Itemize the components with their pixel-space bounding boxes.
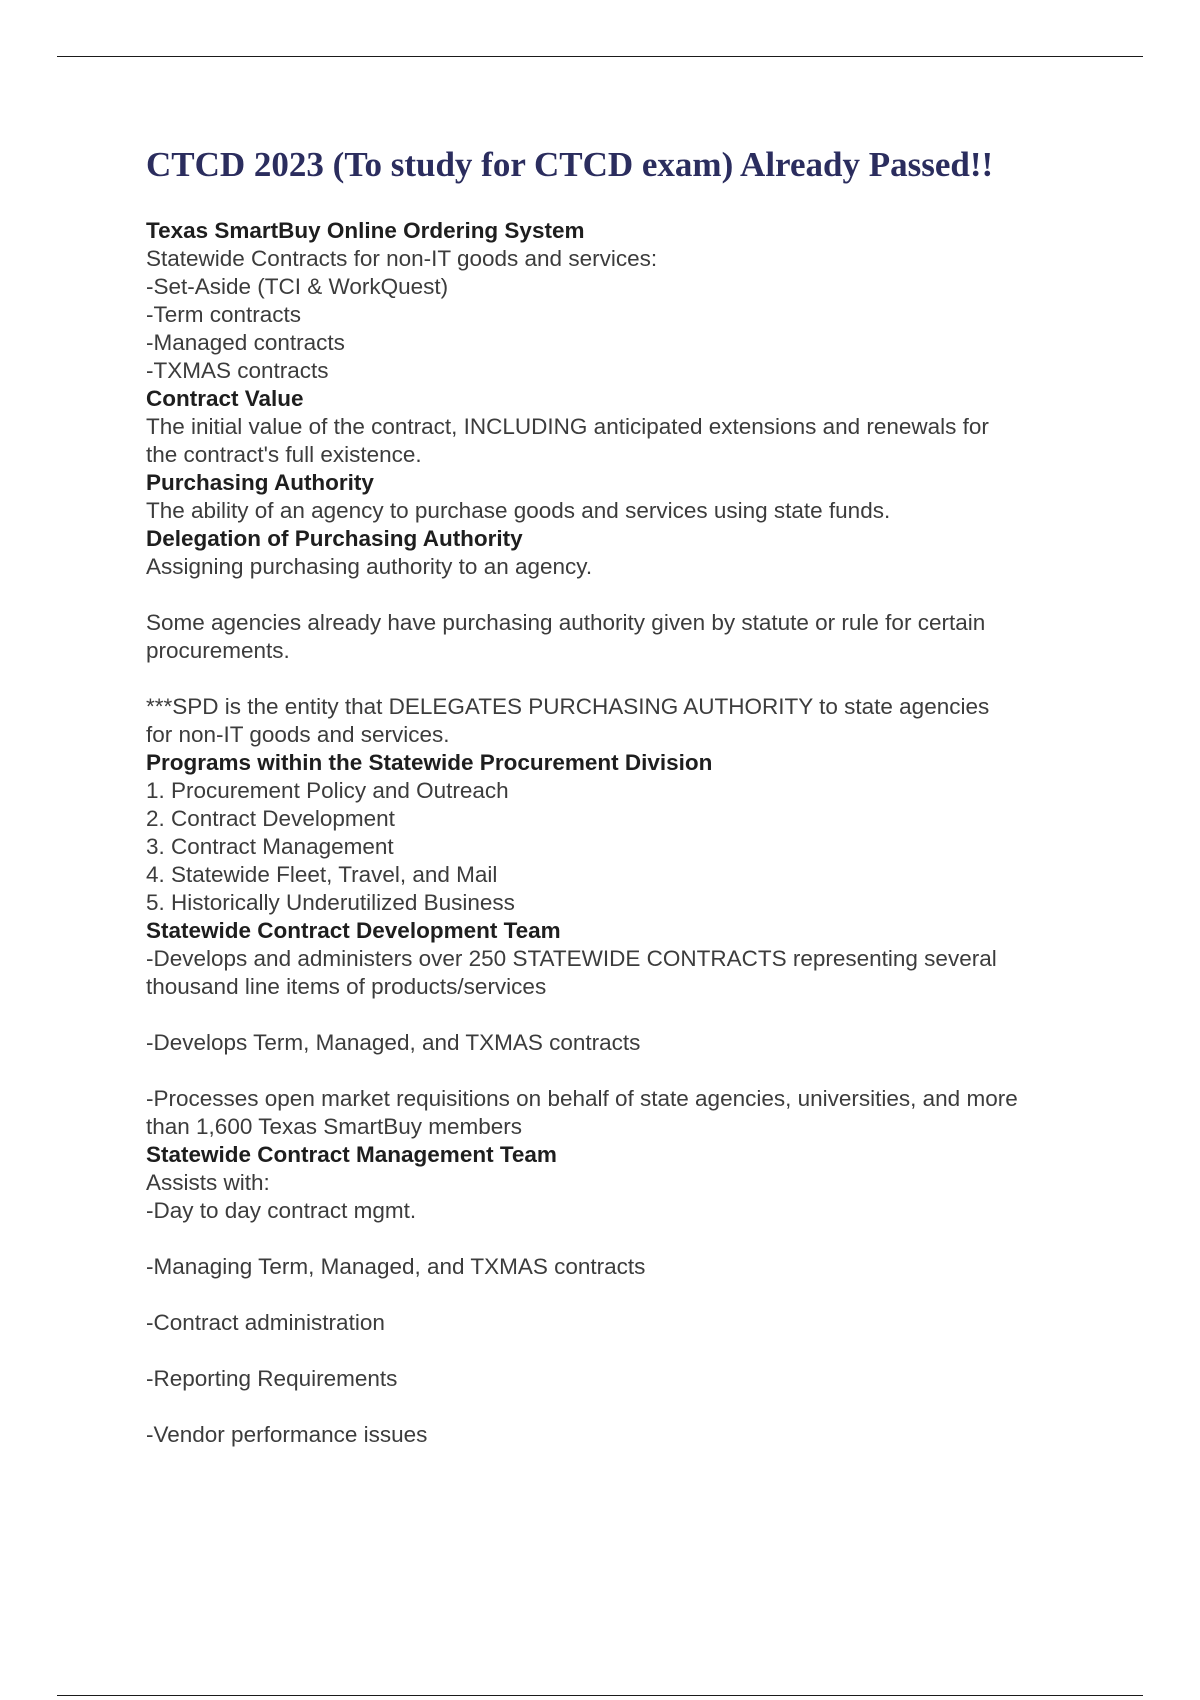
definition-line: -Managing Term, Managed, and TXMAS contracts <box>146 1254 646 1279</box>
definition-line: -Set-Aside (TCI & WorkQuest) <box>146 274 449 299</box>
definition-line: 4. Statewide Fleet, Travel, and Mail <box>146 862 498 887</box>
entry-definition <box>146 1169 1096 1449</box>
entry <box>146 469 1096 525</box>
definition-line: Statewide Contracts for non-IT goods and services: <box>146 246 658 271</box>
definition-line <box>146 581 1096 609</box>
definition-line: thousand line items of products/services <box>146 974 547 999</box>
definition-line: -Vendor performance issues <box>146 1422 428 1447</box>
definition-line <box>146 1001 1096 1029</box>
definition-line: 5. Historically Underutilized Business <box>146 890 515 915</box>
definition-line: -Develops and administers over 250 STATEWIDE CONTRACTS representing several <box>146 946 997 971</box>
definition-line: -Develops Term, Managed, and TXMAS contracts <box>146 1030 641 1055</box>
definition-line: 1. Procurement Policy and Outreach <box>146 778 509 803</box>
definition-line: -Day to day contract mgmt. <box>146 1198 417 1223</box>
definition-line: 2. Contract Development <box>146 806 395 831</box>
definition-line: Some agencies already have purchasing authority given by statute or rule for certain <box>146 610 986 635</box>
entry-term: Delegation of Purchasing Authority <box>146 526 523 551</box>
definition-line: than 1,600 Texas SmartBuy members <box>146 1114 523 1139</box>
definition-line: -Contract administration <box>146 1310 385 1335</box>
definition-line: -Managed contracts <box>146 330 345 355</box>
top-rule <box>57 56 1143 57</box>
definition-line: ***SPD is the entity that DELEGATES PURCHASING AUTHORITY to state agencies <box>146 694 990 719</box>
entry-term: Statewide Contract Management Team <box>146 1142 557 1167</box>
definition-line: -Reporting Requirements <box>146 1366 398 1391</box>
definition-line: -TXMAS contracts <box>146 358 329 383</box>
entry-term: Purchasing Authority <box>146 470 374 495</box>
entry <box>146 917 1096 1141</box>
bottom-rule <box>57 1695 1143 1696</box>
entry-definition <box>146 413 1096 469</box>
document-body <box>146 143 1096 1449</box>
definition-line: The initial value of the contract, INCLUDING anticipated extensions and renewals for <box>146 414 989 439</box>
entry <box>146 1141 1096 1449</box>
definition-line <box>146 1337 1096 1365</box>
definition-line <box>146 1225 1096 1253</box>
definition-line: The ability of an agency to purchase goods and services using state funds. <box>146 498 891 523</box>
entry-definition <box>146 497 1096 525</box>
definition-line <box>146 1393 1096 1421</box>
entry-definition <box>146 945 1096 1141</box>
entry-term: Statewide Contract Development Team <box>146 918 561 943</box>
entry-term: Contract Value <box>146 386 304 411</box>
entry <box>146 385 1096 469</box>
definition-line: the contract's full existence. <box>146 442 422 467</box>
definition-line: Assists with: <box>146 1170 270 1195</box>
definition-line: 3. Contract Management <box>146 834 394 859</box>
entry-definition <box>146 553 1096 749</box>
definition-line <box>146 1281 1096 1309</box>
entry-term: Texas SmartBuy Online Ordering System <box>146 218 585 243</box>
definition-line: Assigning purchasing authority to an agency. <box>146 554 593 579</box>
definition-line: -Term contracts <box>146 302 302 327</box>
definition-line: procurements. <box>146 638 290 663</box>
definition-line <box>146 665 1096 693</box>
entry <box>146 749 1096 917</box>
definition-line: -Processes open market requisitions on behalf of state agencies, universities, and more <box>146 1086 1018 1111</box>
entry-term: Programs within the Statewide Procurement Division <box>146 750 713 775</box>
document-title: CTCD 2023 (To study for CTCD exam) Already Passed!! <box>146 145 994 184</box>
entry <box>146 525 1096 749</box>
definition-line <box>146 1057 1096 1085</box>
entry-definition <box>146 245 1096 385</box>
definition-line: for non-IT goods and services. <box>146 722 450 747</box>
entry <box>146 217 1096 385</box>
entry-list <box>146 217 1096 1449</box>
entry-definition <box>146 777 1096 917</box>
